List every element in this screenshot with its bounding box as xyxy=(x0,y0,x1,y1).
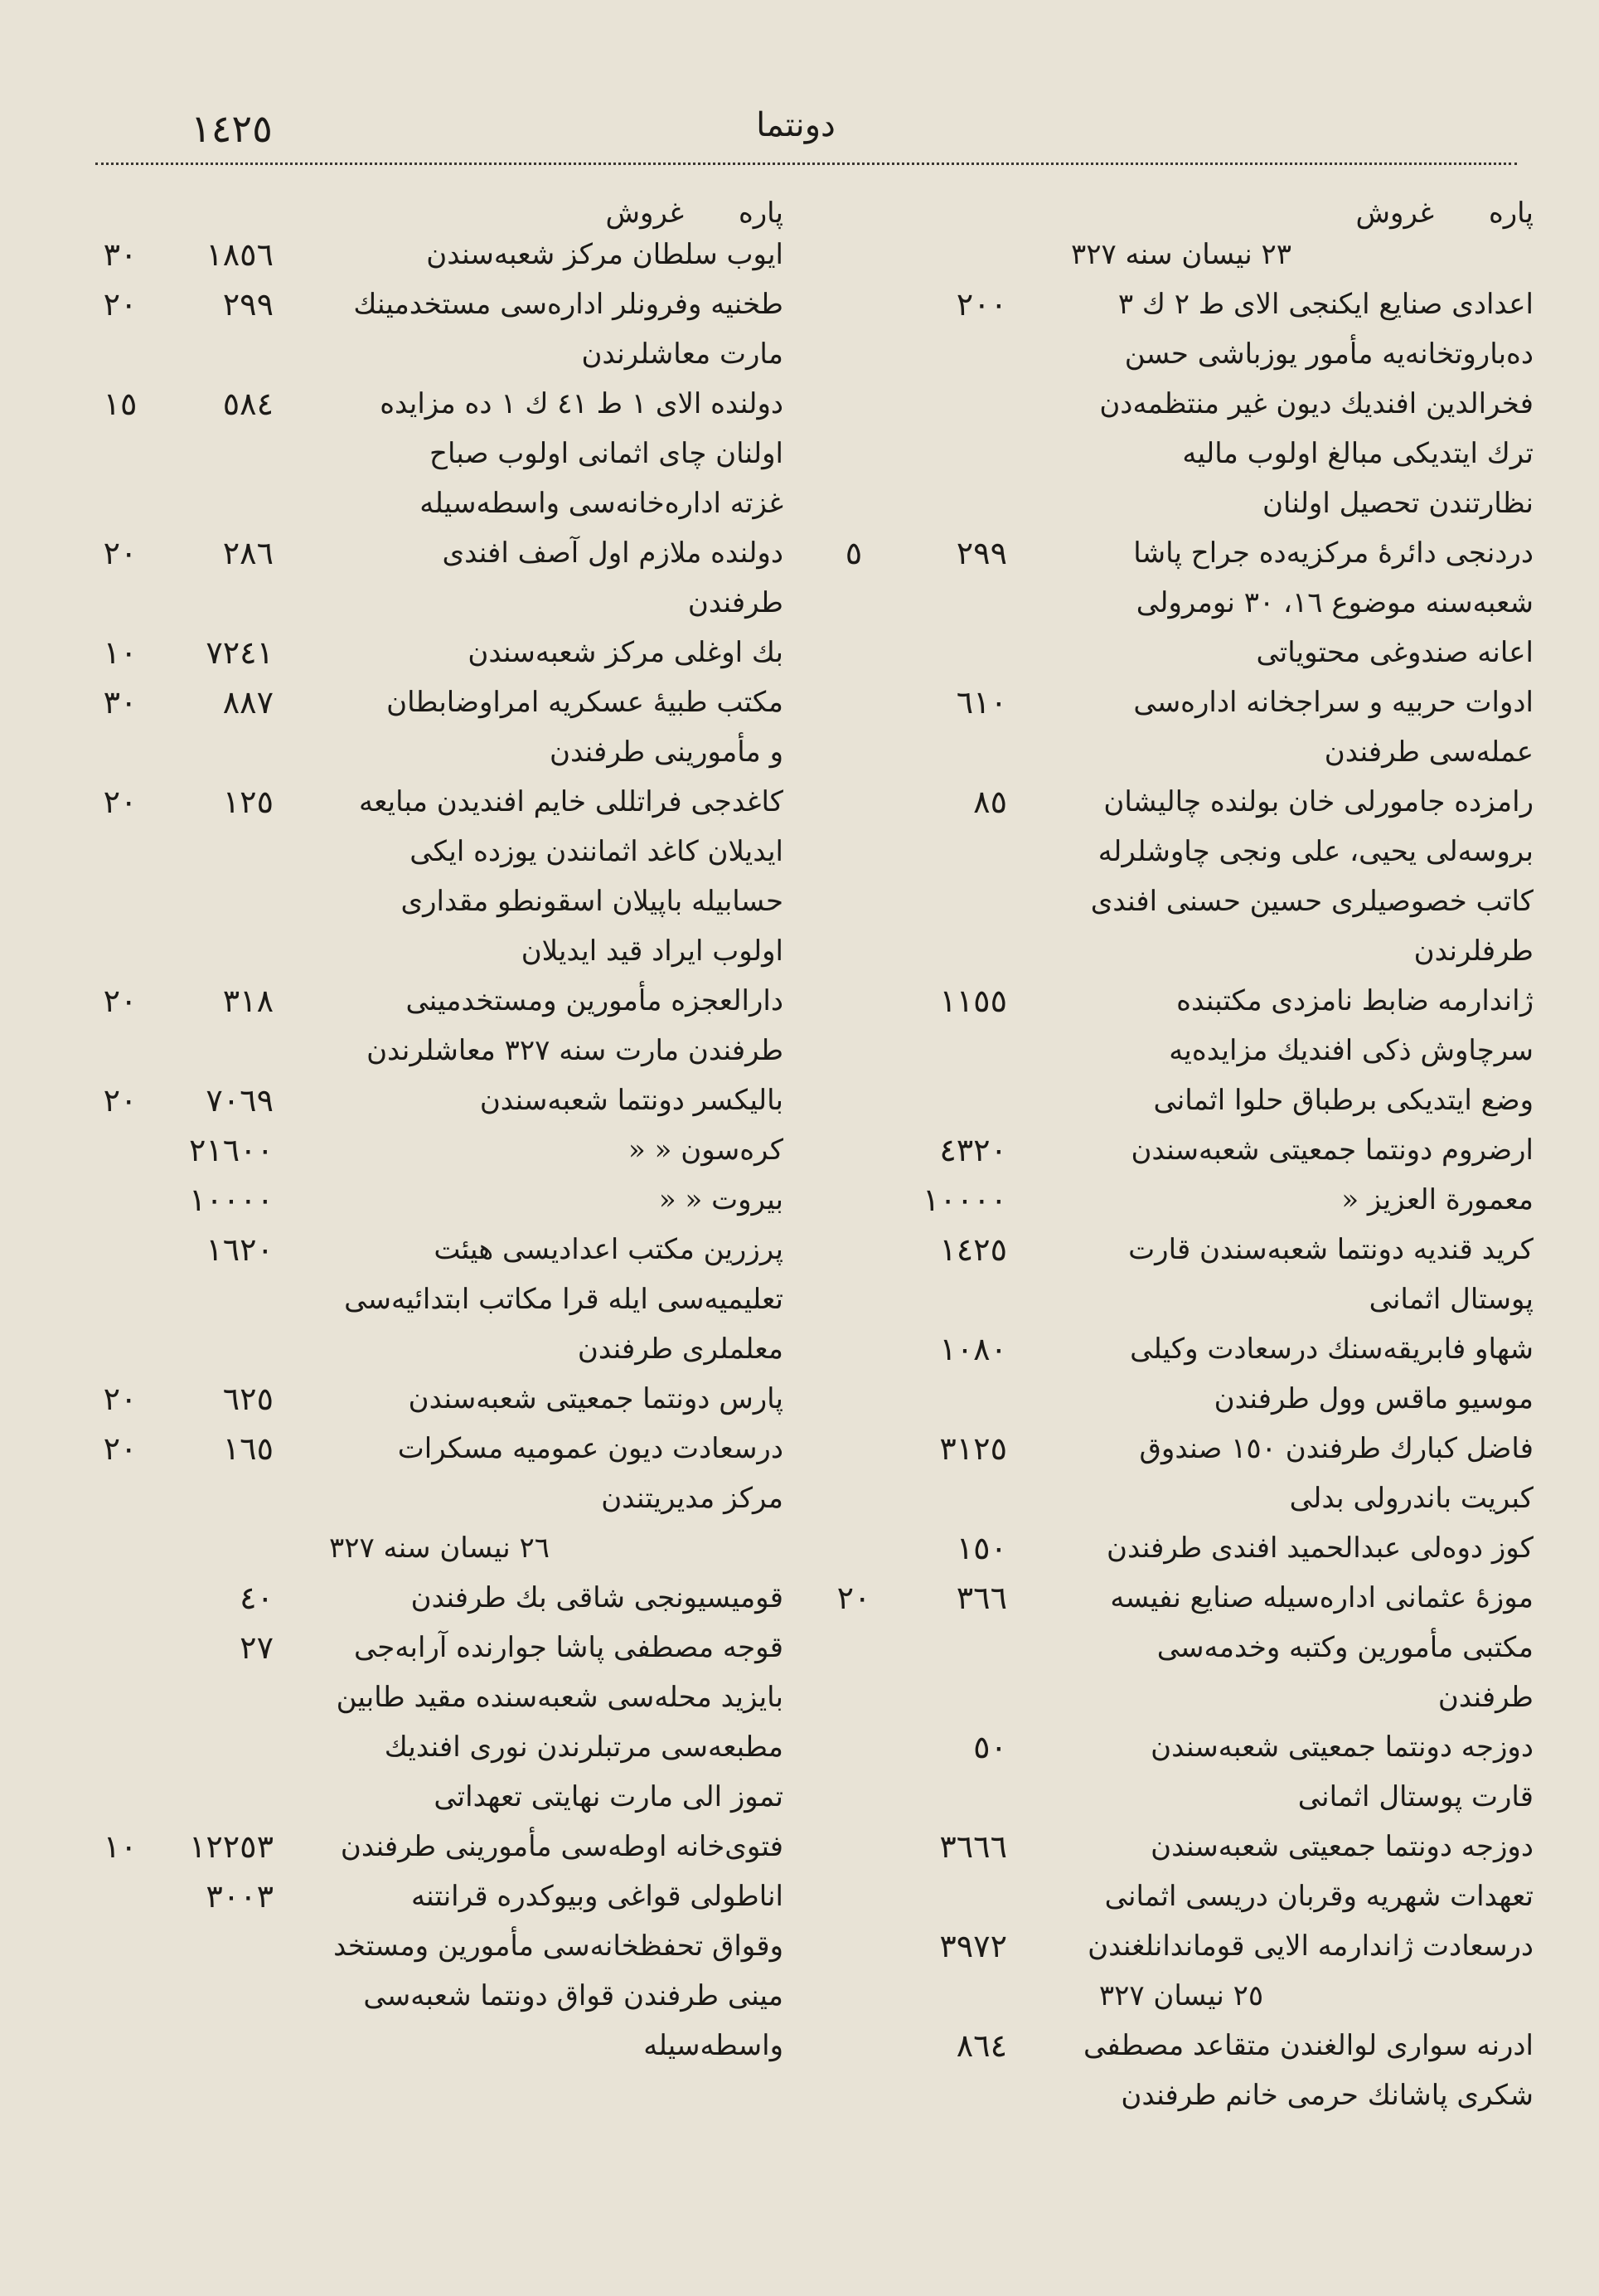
description-line: تعهدات شهريه وقربان دريسی اثمانی xyxy=(1104,1880,1534,1913)
para-amount: ٢٠ xyxy=(103,535,138,571)
description-line: طرفندن xyxy=(1437,1681,1534,1714)
description-line: ايديلان كاغد اثمانندن يوزده ايكی xyxy=(409,835,783,868)
ledger-entry xyxy=(829,528,1534,677)
description-line: دولنده ملازم اول آصف افندی xyxy=(442,536,783,570)
entry-description xyxy=(282,1623,783,1822)
entry-description xyxy=(282,1424,783,1523)
ledger-entry xyxy=(829,279,1534,528)
ledger-entry xyxy=(829,1921,1534,1971)
description-line: دارالعجزه مأمورين ومستخدمينی xyxy=(405,984,783,1017)
para-header: پاره xyxy=(738,197,783,230)
entry-description xyxy=(1015,2021,1534,2120)
description-line: مكتبی مأمورين وكتبه وخدمه‌سی xyxy=(1156,1631,1534,1664)
kurus-amount: ١٥٠ xyxy=(956,1530,1007,1566)
ledger-entry xyxy=(829,777,1534,976)
description-line: كره‌سون « « xyxy=(628,1133,783,1167)
description-line: بيروت « « xyxy=(658,1183,783,1216)
kurus-amount: ٢١٦٠٠ xyxy=(188,1132,274,1168)
description-line: اعانه صندوغی محتوياتی xyxy=(1256,636,1534,669)
description-line: دوزجه دونتما جمعيتی شعبه‌سندن xyxy=(1151,1830,1534,1863)
kurus-amount: ٢٨٦ xyxy=(222,535,274,571)
kurus-amount: ١٢٢٥٣ xyxy=(188,1828,274,1865)
kurus-amount: ١٤٢٥ xyxy=(939,1231,1007,1268)
description-line: باليكسر دونتما شعبه‌سندن xyxy=(479,1084,783,1117)
description-line: پارس دونتما جمعيتی شعبه‌سندن xyxy=(408,1382,783,1415)
description-line: ژاندارمه ضابط نامزدی مكتبنده xyxy=(1176,984,1534,1017)
para-amount: ١٥ xyxy=(103,386,138,422)
kurus-amount: ١٦٢٠ xyxy=(206,1231,274,1268)
description-line: كاغدجی فراتللی خايم افنديدن مبايعه xyxy=(358,785,783,818)
para-amount: ٢٠ xyxy=(103,1430,138,1467)
description-line: فخرالدين افنديك ديون غير منتظمه‌دن xyxy=(1099,387,1534,420)
page-header xyxy=(0,106,1599,151)
para-amount: ٢٠ xyxy=(103,286,138,323)
kurus-amount: ٣١٨ xyxy=(222,983,274,1019)
ledger-entry xyxy=(95,1125,783,1175)
left-column xyxy=(95,187,783,2070)
ledger-entry xyxy=(95,628,783,677)
ledger-entry xyxy=(829,1822,1534,1921)
description-line: پوستال اثمانی xyxy=(1369,1283,1534,1316)
description-line: قوجه مصطفی پاشا جوارنده آرابه‌جی xyxy=(353,1631,783,1664)
description-line: دولنده الای ١ ط ٤١ ك ١ ده مزايده xyxy=(380,387,783,420)
entry-description xyxy=(282,677,783,777)
entry-description xyxy=(1015,1225,1534,1324)
description-line: قارت پوستال اثمانی xyxy=(1297,1780,1534,1813)
ledger-entry xyxy=(829,1722,1534,1822)
description-line: مطبعه‌سی مرتبلرندن نوری افنديك xyxy=(384,1730,783,1764)
ledger-entry xyxy=(95,1225,783,1374)
description-line: و مأمورينی طرفندن xyxy=(549,735,783,769)
description-line: ايوب سلطان مركز شعبه‌سندن xyxy=(426,238,783,271)
kurus-amount: ٧٠٦٩ xyxy=(206,1082,274,1119)
description-line: درسعادت ديون عموميه مسكرات xyxy=(397,1432,783,1465)
description-line: بك اوغلی مركز شعبه‌سندن xyxy=(468,636,783,669)
kurus-amount: ١٨٥٦ xyxy=(206,236,274,273)
entry-description xyxy=(282,1125,783,1175)
description-line: شعبه‌سنه موضوع ١٦، ٣٠ نومرولی xyxy=(1136,586,1534,619)
kurus-amount: ٣٦٦٦ xyxy=(939,1828,1007,1865)
entry-description xyxy=(1015,1175,1534,1225)
date-line: ٢٦ نيسان سنه ٣٢٧ xyxy=(328,1531,550,1565)
ledger-entry xyxy=(95,528,783,628)
ledger-entry xyxy=(829,677,1534,777)
ledger-entry xyxy=(95,1573,783,1623)
description-line: بايزيد محله‌سی شعبه‌سنده مقيد طابين xyxy=(336,1681,783,1714)
kurus-amount: ٢٧ xyxy=(240,1629,274,1666)
ledger-entry xyxy=(829,976,1534,1125)
date-line: ٢٥ نيسان ٣٢٧ xyxy=(1098,1979,1264,2012)
ledger-entry xyxy=(829,1523,1534,1573)
description-line: اولوب ايراد قيد ايديلان xyxy=(521,934,783,968)
entry-description xyxy=(282,777,783,976)
ledger-entry xyxy=(95,1175,783,1225)
description-line: ادرنه سواری لوالغندن متقاعد مصطفی xyxy=(1083,2029,1534,2062)
description-line: موسيو ماقس وول طرفندن xyxy=(1214,1382,1534,1415)
description-line: نظارتندن تحصيل اولنان xyxy=(1262,487,1534,520)
entry-description xyxy=(1015,1822,1534,1921)
entry-description xyxy=(282,1075,783,1125)
kurus-amount: ٢٩٩ xyxy=(956,535,1007,571)
kurus-amount: ١٢٥ xyxy=(222,784,274,820)
kurus-amount: ٥٨٤ xyxy=(222,386,274,422)
column-header xyxy=(829,187,1534,230)
entry-description xyxy=(282,628,783,677)
description-line: طرفندن مارت سنه ٣٢٧ معاشلرندن xyxy=(366,1034,783,1067)
entry-description xyxy=(1015,777,1534,976)
description-line: درسعادت ژاندارمه الايی قوماندانلغندن xyxy=(1088,1930,1534,1963)
kurus-amount: ١٦٥ xyxy=(222,1430,274,1467)
right-column xyxy=(829,187,1534,2120)
description-line: وضع ايتديكی برطباق حلوا اثمانی xyxy=(1153,1084,1534,1117)
right-entries xyxy=(829,230,1534,2120)
ledger-entry xyxy=(95,976,783,1075)
entry-description xyxy=(1015,976,1534,1125)
ledger-entry xyxy=(829,1324,1534,1424)
header-rule xyxy=(95,163,1517,165)
kurus-amount: ٢٠٠ xyxy=(956,286,1007,323)
kurus-amount: ٤٠ xyxy=(240,1580,274,1616)
para-amount: ٢٠ xyxy=(103,1082,138,1119)
para-amount: ٢٠ xyxy=(103,784,138,820)
description-line: رامزده جامورلی خان بولنده چاليشان xyxy=(1103,785,1534,818)
description-line: مارت معاشلرندن xyxy=(581,337,783,371)
description-line: كاتب خصوصيلری حسين حسنی افندی xyxy=(1090,885,1534,918)
kurus-amount: ١٠٨٠ xyxy=(939,1331,1007,1367)
entry-description xyxy=(1015,1921,1534,1971)
kurus-amount: ١٠٠٠٠ xyxy=(922,1182,1007,1218)
entry-description xyxy=(282,1175,783,1225)
entry-description xyxy=(282,379,783,528)
kurus-amount: ٦١٠ xyxy=(956,684,1007,721)
ledger-entry xyxy=(95,1374,783,1424)
kurus-amount: ٥٠ xyxy=(973,1729,1007,1765)
entry-description xyxy=(1015,279,1534,528)
entry-description xyxy=(282,1871,783,2070)
description-line: واسطه‌سيله xyxy=(643,2029,783,2062)
description-line: معمورة العزيز « xyxy=(1341,1183,1534,1216)
description-line: طخنيه وفرونلر اداره‌سی مستخدمينك xyxy=(353,288,783,321)
kurus-amount: ١١٥٥ xyxy=(939,983,1007,1019)
entry-description xyxy=(282,1822,783,1871)
description-line: كبريت باندرولی بدلی xyxy=(1289,1482,1534,1515)
entry-description xyxy=(1015,1125,1534,1175)
kurus-amount: ٨٥ xyxy=(973,784,1007,820)
para-amount: ١٠ xyxy=(103,1828,138,1865)
kurus-amount: ١٠٠٠٠ xyxy=(188,1182,274,1218)
description-line: تموز الی مارت نهايتی تعهداتی xyxy=(434,1780,783,1813)
para-amount: ٥ xyxy=(845,535,863,571)
description-line: ارضروم دونتما جمعيتی شعبه‌سندن xyxy=(1131,1133,1534,1167)
ledger-entry xyxy=(829,1225,1534,1324)
description-line: موزهٔ عثمانی اداره‌سيله صنايع نفيسه xyxy=(1110,1581,1534,1614)
description-line: وقواق تحفظخانه‌سی مأمورين ومستخد xyxy=(333,1930,783,1963)
description-line: مينی طرفندن قواق دونتما شعبه‌سی xyxy=(363,1979,783,2012)
kurus-amount: ٧٢٤١ xyxy=(206,634,274,671)
ledger-entry xyxy=(95,1075,783,1125)
entry-description xyxy=(1015,1722,1534,1822)
description-line: دردنجی دائرهٔ مركزيه‌ده جراح پاشا xyxy=(1133,536,1534,570)
entry-description xyxy=(1015,528,1534,677)
description-line: دوزجه دونتما جمعيتی شعبه‌سندن xyxy=(1151,1730,1534,1764)
ledger-entry xyxy=(95,230,783,279)
entry-description xyxy=(282,528,783,628)
running-title: دونتما xyxy=(756,106,836,144)
kurus-amount: ٣١٢٥ xyxy=(939,1430,1007,1467)
description-line: فاضل كبارك طرفندن ١٥٠ صندوق xyxy=(1139,1432,1534,1465)
ledger-entry xyxy=(95,1871,783,2070)
ledger-entry xyxy=(95,379,783,528)
entry-description xyxy=(282,230,783,279)
ledger-entry xyxy=(95,1623,783,1822)
ledger-entry xyxy=(95,1424,783,1523)
description-line: كريد قنديه دونتما شعبه‌سندن قارت xyxy=(1128,1233,1534,1266)
kurus-amount: ٢٩٩ xyxy=(222,286,274,323)
kurus-amount: ٨٦٤ xyxy=(956,2027,1007,2064)
ledger-entry xyxy=(829,1175,1534,1225)
description-line: حسابيله باپيلان اسقونطو مقداری xyxy=(400,885,783,918)
description-line: عمله‌سی طرفندن xyxy=(1324,735,1534,769)
para-amount: ٣٠ xyxy=(103,236,138,273)
description-line: شكری پاشانك حرمی خانم طرفندن xyxy=(1121,2079,1534,2112)
left-entries xyxy=(95,230,783,2070)
para-amount: ٢٠ xyxy=(103,983,138,1019)
entry-description xyxy=(1015,1523,1534,1573)
description-line: اولنان چای اثمانی اولوب صباح xyxy=(429,437,783,470)
entry-description xyxy=(282,279,783,379)
para-amount: ٢٠ xyxy=(103,1381,138,1417)
entry-description xyxy=(282,1225,783,1374)
description-line: ادوات حربيه و سراجخانه اداره‌سی xyxy=(1133,686,1534,719)
entry-description xyxy=(1015,1573,1534,1722)
description-line: اناطولی قواغی وبيوكدره قرانتنه xyxy=(410,1880,783,1913)
ledger-entry xyxy=(95,777,783,976)
column-header xyxy=(95,187,783,230)
ledger-entry xyxy=(829,2021,1534,2120)
kurus-amount: ٤٣٢٠ xyxy=(939,1132,1007,1168)
description-line: طرفلرندن xyxy=(1413,934,1534,968)
entry-description xyxy=(282,1573,783,1623)
description-line: بروسه‌لی يحيی، علی ونجی چاوشلرله xyxy=(1097,835,1534,868)
ledger-entry xyxy=(95,677,783,777)
para-amount: ١٠ xyxy=(103,634,138,671)
entry-description xyxy=(1015,1324,1534,1424)
description-line: معلملری طرفندن xyxy=(577,1332,783,1366)
ledger-entry xyxy=(829,1573,1534,1722)
kurus-amount: ٣٩٧٢ xyxy=(939,1928,1007,1964)
para-amount: ٣٠ xyxy=(103,684,138,721)
kurus-amount: ٦٢٥ xyxy=(222,1381,274,1417)
description-line: فتوی‌خانه اوطه‌سی مأمورينی طرفندن xyxy=(340,1830,783,1863)
description-line: قوميسيونجی شاقی بك طرفندن xyxy=(410,1581,783,1614)
description-line: سرچاوش ذكی افنديك مزايده‌يه xyxy=(1169,1034,1534,1067)
description-line: مكتب طبيهٔ عسكريه امراوضابطان xyxy=(386,686,783,719)
ledger-entry xyxy=(829,1125,1534,1175)
description-line: طرفندن xyxy=(687,586,783,619)
ledger-entry xyxy=(95,1822,783,1871)
description-line: پرزرين مكتب اعداديسی هيئت xyxy=(434,1233,783,1266)
entry-description xyxy=(1015,1424,1534,1523)
description-line: مركز مديريتندن xyxy=(601,1482,783,1515)
ledger-entry xyxy=(829,1424,1534,1523)
entry-description xyxy=(282,1374,783,1424)
ledger-entry xyxy=(95,279,783,379)
description-line: ترك ايتديكی مبالغ اولوب ماليه xyxy=(1182,437,1534,470)
description-line: ده‌باروتخانه‌يه مأمور يوزباشی حسن xyxy=(1124,337,1534,371)
description-line: كوز دوه‌لی عبدالحميد افندی طرفندن xyxy=(1107,1531,1534,1565)
entry-description xyxy=(1015,677,1534,777)
description-line: اعدادی صنايع ايكنجی الای ط ٢ ك ٣ xyxy=(1117,288,1534,321)
page-number: ١٤٢٥ xyxy=(191,106,273,151)
entry-description xyxy=(282,976,783,1075)
date-line: ٢٣ نيسان سنه ٣٢٧ xyxy=(1070,238,1292,271)
para-amount: ٢٠ xyxy=(836,1580,871,1616)
kurus-amount: ٣٠٠٣ xyxy=(206,1878,274,1915)
para-header: پاره xyxy=(1488,197,1534,230)
description-line: تعليميه‌سی ايله قرا مكاتب ابتدائيه‌سی xyxy=(344,1283,783,1316)
description-line: غزته اداره‌خانه‌سی واسطه‌سيله xyxy=(419,487,783,520)
description-line: شهاو فابريقه‌سنك درسعادت وكيلی xyxy=(1130,1332,1534,1366)
kurus-header: غروش xyxy=(605,197,684,230)
kurus-amount: ٣٦٦ xyxy=(956,1580,1007,1616)
kurus-header: غروش xyxy=(1355,197,1434,230)
kurus-amount: ٨٨٧ xyxy=(222,684,274,721)
